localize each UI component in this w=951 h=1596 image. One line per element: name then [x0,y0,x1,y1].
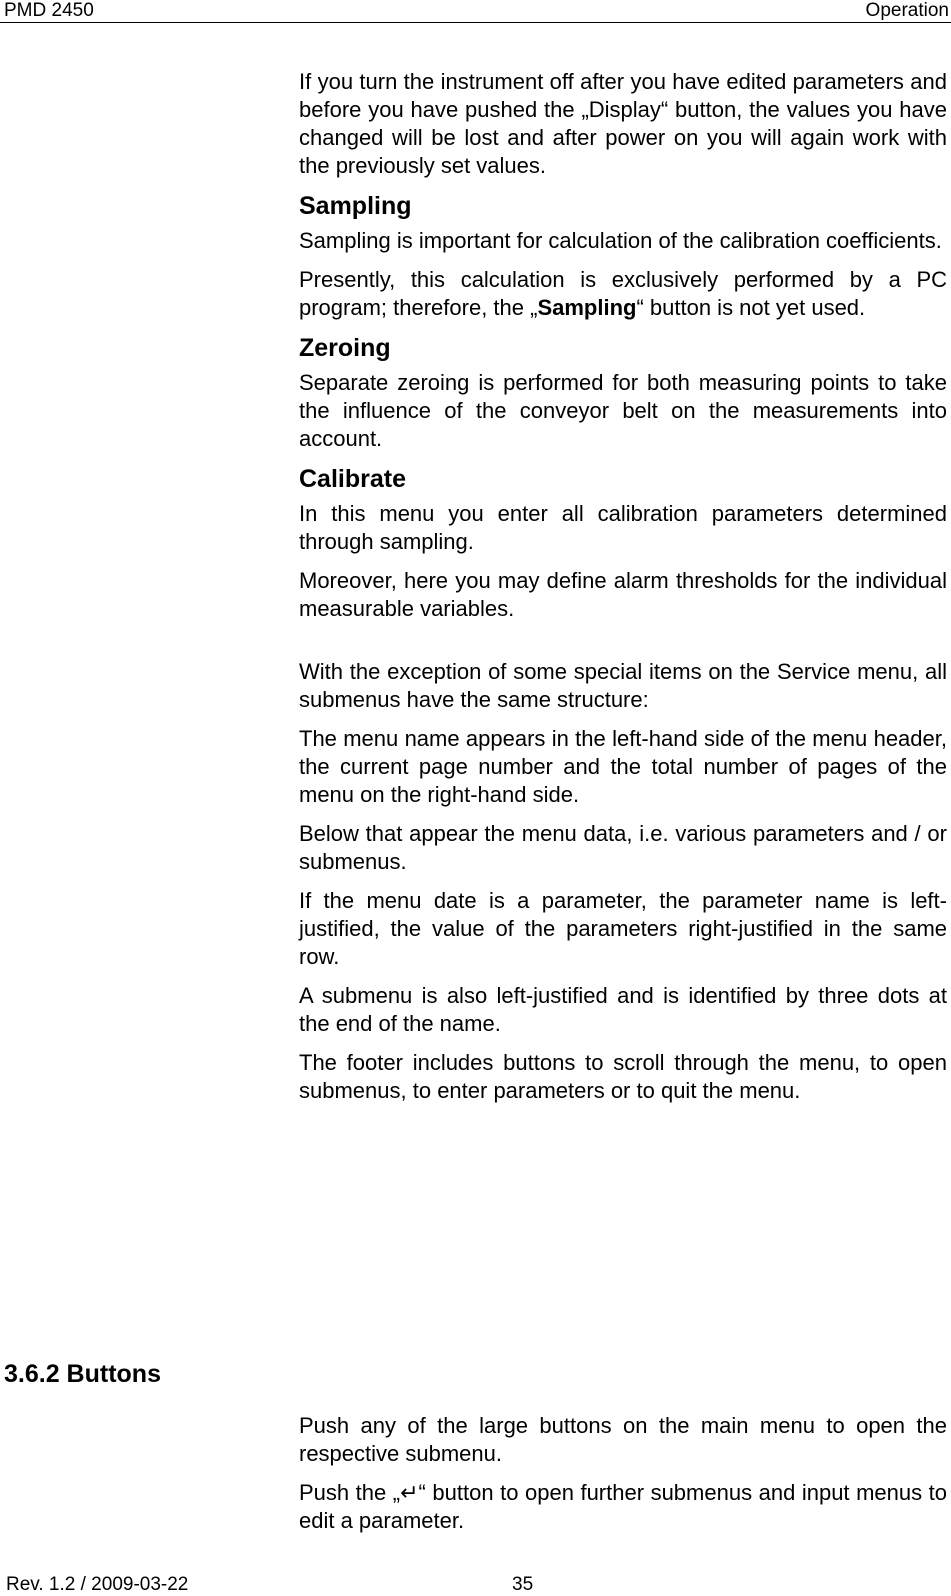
page-header [0,0,951,23]
sampling-p2-after: “ button is not yet used. [636,295,866,320]
structure-paragraph-4: If the menu date is a parameter, the parameter name is left-justified, the value of the parameters right-justified in the same row. [299,888,947,969]
structure-paragraph-3: Below that appear the menu data, i.e. various parameters and / or submenus. [299,821,947,874]
header-document-title: PMD 2450 [4,0,94,21]
page-footer [0,1574,951,1596]
sampling-heading: Sampling [299,192,412,220]
structure-paragraph-2: The menu name appears in the left-hand side of the menu header, the current page number and the total number of pages of the menu on the right-hand side. [299,726,947,807]
footer-revision: Rev. 1.2 / 2009-03-22 [6,1574,189,1595]
sampling-p2-before: Presently, this calculation is exclusively performed by a PC program; therefore, the „ [299,267,947,320]
calibrate-paragraph-2: Moreover, here you may define alarm thresholds for the individual measurable variables. [299,568,947,621]
zeroing-heading: Zeroing [299,334,391,362]
header-chapter-title: Operation [865,0,949,21]
zeroing-paragraph-1: Separate zeroing is performed for both measuring points to take the influence of the conveyor belt on the measurements into account. [299,370,947,451]
buttons-paragraph-1: Push any of the large buttons on the main menu to open the respective submenu. [299,1413,947,1466]
buttons-section-heading: 3.6.2 Buttons [4,1360,161,1388]
intro-paragraph: If you turn the instrument off after you have edited parameters and before you have pushed the „Display“ button, the values you have changed will be lost and after power on you will again work with the previously set values. [299,69,947,178]
footer-page-number: 35 [512,1574,534,1595]
buttons-section-content [299,1412,947,1546]
calibrate-heading: Calibrate [299,465,406,493]
sampling-paragraph-2 [299,266,947,322]
structure-paragraph-1: With the exception of some special items on the Service menu, all submenus have the same structure: [299,659,947,712]
spacer [299,634,947,658]
calibrate-paragraph-1: In this menu you enter all calibration parameters determined through sampling. [299,501,947,554]
structure-paragraph-6: The footer includes buttons to scroll through the menu, to open submenus, to enter parameters or to quit the menu. [299,1050,947,1103]
sampling-paragraph-1: Sampling is important for calculation of the calibration coefficients. [299,228,942,253]
main-content [299,68,947,1116]
structure-paragraph-5: A submenu is also left-justified and is identified by three dots at the end of the name. [299,983,947,1036]
sampling-p2-bold: Sampling [537,295,637,320]
buttons-paragraph-2: Push the „↵“ button to open further submenus and input menus to edit a parameter. [299,1480,947,1533]
